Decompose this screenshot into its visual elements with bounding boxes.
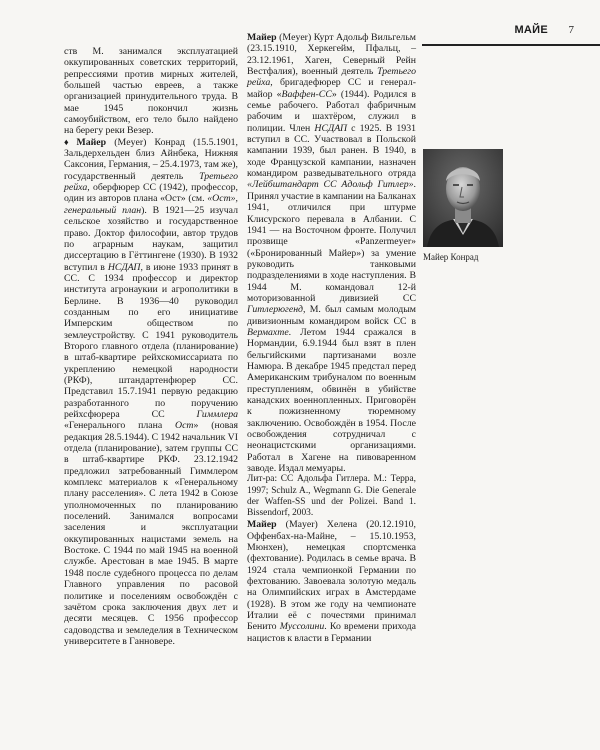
entry-text: , в июне 1933 принят в СС. С 1934 профессор и директор института агронаукии и агрополитики в Берлине. В 1936—40 руководил созданным по его инициативе Имперским обществом по землеустройству. С 1941 руководитель Второго главного отдела (планирование) в штаб-квартире рейхскомиссариата по укреплению немецкой народности (РКФ), штандартенфюрер СС. Представил 15.7.1941 первую редакцию разработанного по поручению рейхсфюрера СС <box>64 261 239 420</box>
page-number: 7 <box>568 24 574 36</box>
entry-text: (Mayer) Хелена (20.12.1910, Оффенбах-на-Майне, – 15.10.1953, Мюнхен), немецкая спортсменка (фехтование). Родилась в семье врача. В 1924 стала чемпионкой Германии по фехтованию. Завоевала золотую медаль на Олимпийских играх в Амстердаме (1928). В этом же году на чемпионате Италии её с почестями принимал Бенито <box>247 519 416 633</box>
entry-link: «Лейбштандарт СС Адольф Гитлер» <box>247 179 414 191</box>
entry-link: Ваффен-СС <box>281 88 332 100</box>
entry-meyer-kurt <box>247 32 416 474</box>
entry-meyer-konrad <box>64 137 238 647</box>
entry-link: НСДАП <box>314 122 348 134</box>
entry-link: Гиммлера <box>196 409 238 420</box>
entry-text: . Летом 1944 сражался в Нормандии, 6.9.1944 был взят в плен бельгийскими партизанами возле Намюра. В декабре 1945 предстал перед Американским трибуналом по военным преступлениям, обвинён в убийстве канадских военнопленных. Приговорён к пожизненному тюремному заключению. Освобождён в 1954. После освобождения сотрудничал с неонацистскими организациями. Работал в Хагене на пивоваренном заводе. Издал мемуары. <box>247 326 416 475</box>
entry-text: . Принял участие в кампании на Балканах 1941, отличился при штурме Клисурского перевала в Албании. С 1941 — на Восточном фронте. Получил прозвище «Panzermeyer» («Бронированный Майер») за умение руководить танковыми подразделениями в ходе наступления. В 1944 М. командовал 12-й моторизованной дивизией СС <box>247 179 416 304</box>
entry-text: с 1925. В 1931 вступил в СС. Участвовал в Польской кампании 1939, был ранен. В 1940, в ходе Французской кампании, назначен командиром разведывательного отряда <box>247 122 416 180</box>
header-title: МАЙЕ <box>514 24 548 36</box>
entry-link: Вермахте <box>247 326 289 338</box>
entry-link: Третьего рейха <box>64 170 238 194</box>
entry-link: «Ост», генеральный план <box>64 193 238 216</box>
entry-text: (Meyer) Конрад (15.5.1901, Зальдерхельден близ Айнбека, Нижняя Саксония, Германия, – 25.4.1973, там же), государственный деятель <box>64 136 238 182</box>
entry-text: (Meyer) Курт Адольф Вильгельм (23.15.1910, Херкегейм, Пфальц, – 23.12.1961, Хаген, Северный Рейн Вестфалия), военный деятель <box>247 32 416 78</box>
literature-reference: Лит-ра: СС Адольфа Гитлера. М.: Терра, 1997; Schulz A., Wegmann G. Die Generale der Waffen-SS und der Polizei. Band 1. Bissendorf, 2003. <box>247 474 416 519</box>
entry-link: НСДАП <box>107 261 141 273</box>
column-left <box>64 46 238 647</box>
entry-link: Гитлерюгенд <box>247 304 304 316</box>
entry-text: , М. был самым молодым дивизионным командиром войск СС в <box>247 304 416 327</box>
entry-headword: Майер <box>247 32 277 43</box>
entry-text: » (1944). Родился в семье рабочего. Работал фабричным рабочим и шахтёром, служил в полиции. Член <box>247 88 416 134</box>
entry-text: «Генерального плана <box>64 420 175 432</box>
entry-link: Муссолини <box>279 621 325 633</box>
entry-link: Ост <box>175 420 194 432</box>
diamond-icon: ♦ <box>64 136 75 147</box>
column-middle <box>247 32 416 644</box>
continued-paragraph: ств М. занимался эксплуатацией оккупированных советских территорий, репрессиями против мирных жителей, большей частью евреев, а также организацией принудительного труда. В мае 1945 покончил жизнь самоубийством, его тело было найдено на берегу реки Везер. <box>64 46 238 137</box>
portrait-photo <box>423 149 503 247</box>
entry-text: ). В 1921—25 изучал сельское хозяйство и государственное право. Доктор философии, автор трудов по аграрным наукам, защитил диссертацию в Гёттингене (1930). В 1932 вступил в <box>64 204 238 273</box>
entry-text: , бригадефюрер СС и генерал-майор « <box>247 77 416 100</box>
entry-headword: Майер <box>247 519 277 531</box>
entry-text: . Ко времени прихода нацистов к власти в Германии <box>247 621 417 644</box>
portrait-image <box>423 149 503 247</box>
running-header <box>422 22 600 46</box>
entry-headword: Майер <box>76 136 107 148</box>
entry-mayer-helena <box>247 519 416 644</box>
entry-link: Третьего рейха <box>247 66 416 89</box>
entry-text: » (новая редакция 28.5.1944). С 1942 начальник VI отдела (планирование), затем группы СС в штаб-квартире РКФ. 23.12.1942 предложил затребованный Гиммлером комплекс материалов к «Генеральному плану расселения». С лета 1942 в Союзе уполномоченных по планированию поселений. Занимался вопросами заселения и эксплуатации оккупированных нацистами земель на Востоке. С 1944 по май 1945 на военной службе. Арестован в мае 1945. В марте 1948 после судебного процесса по делам Главного управления по расовой политике и поселениям освобождён с зачётом срока заключения двух лет и десяти месяцев. С 1956 профессор садоводства и земледелия в Техническом университете в Ганновере. <box>64 420 238 647</box>
photo-caption: Майер Конрад <box>423 252 479 262</box>
entry-text: , оберфюрер СС (1942), профессор, один из авторов плана «Ост» (см. <box>64 182 238 205</box>
